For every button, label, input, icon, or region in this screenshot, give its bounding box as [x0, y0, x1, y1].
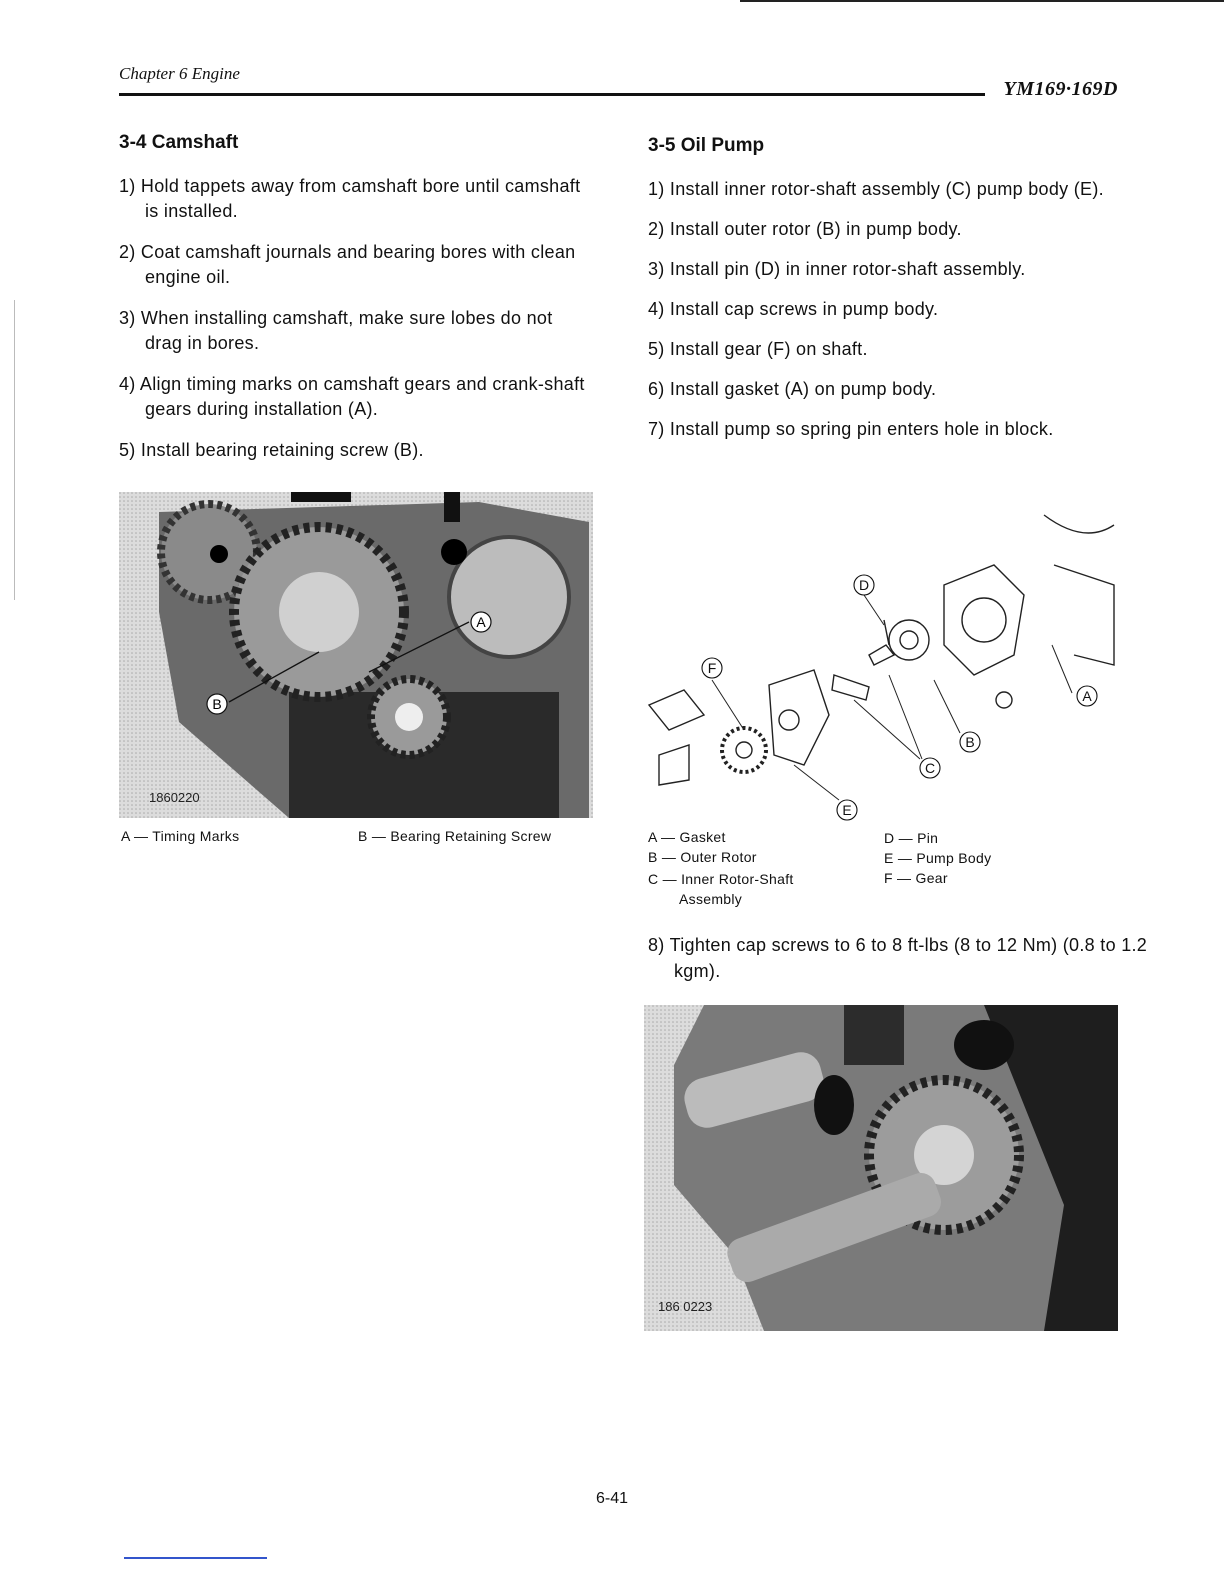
- oil-pump-title: 3-5 Oil Pump: [648, 135, 765, 156]
- margin-mark: [14, 300, 15, 600]
- photo-id-2: 186 0223: [658, 1299, 713, 1314]
- oil-pump-diagram: [644, 505, 1122, 825]
- callout-a-label: A: [476, 614, 486, 630]
- list-item: 5) Install bearing retaining screw (B).: [119, 440, 424, 460]
- photo-id: 1860220: [149, 790, 200, 805]
- list-item: 4) Install cap screws in pump body.: [648, 299, 939, 319]
- camshaft-photo: [119, 492, 593, 818]
- model-label: YM169·169D: [1003, 78, 1118, 100]
- list-item: 3) Install pin (D) in inner rotor-shaft assembly.: [648, 259, 1026, 279]
- legend-gear: F — Gear: [884, 870, 948, 886]
- list-item: 5) Install gear (F) on shaft.: [648, 339, 868, 359]
- oil-pump-photo: [644, 1005, 1118, 1331]
- legend-inner-rotor: C — Inner Rotor-Shaft Assembly: [648, 871, 794, 907]
- chapter-label: Chapter 6 Engine: [119, 64, 240, 83]
- callout-b-label: B: [212, 696, 222, 712]
- list-item: 2) Coat camshaft journals and bearing bores with clean engine oil.: [119, 242, 576, 287]
- camshaft-section: [119, 132, 595, 479]
- list-item: 1) Install inner rotor-shaft assembly (C) pump body (E).: [648, 179, 1104, 199]
- oil-pump-steps: [648, 177, 1122, 442]
- oil-pump-section: [648, 135, 1122, 457]
- legend-gasket: A — Gasket: [648, 829, 726, 845]
- camshaft-title: 3-4 Camshaft: [119, 132, 239, 153]
- callout-f-label: F: [707, 660, 717, 676]
- list-item: 1) Hold tappets away from camshaft bore until camshaft is installed.: [119, 176, 581, 221]
- caption-bearing-screw: B — Bearing Retaining Screw: [358, 828, 552, 844]
- header-rule: [119, 93, 985, 96]
- callout-c-label: C: [924, 760, 936, 776]
- list-item: 6) Install gasket (A) on pump body.: [648, 379, 937, 399]
- callout-e-label: E: [842, 802, 852, 818]
- list-item: 7) Install pump so spring pin enters hole in block.: [648, 419, 1054, 439]
- callout-d-label: D: [858, 577, 870, 593]
- camshaft-steps: [119, 174, 595, 463]
- callout-a-label: A: [1082, 688, 1092, 704]
- legend-outer-rotor: B — Outer Rotor: [648, 849, 757, 865]
- legend-pin: D — Pin: [884, 830, 939, 846]
- legend-pump-body: E — Pump Body: [884, 850, 992, 866]
- top-edge-rule: [740, 0, 1224, 2]
- list-item: 2) Install outer rotor (B) in pump body.: [648, 219, 962, 239]
- list-item: 3) When installing camshaft, make sure lobes do not drag in bores.: [119, 308, 553, 353]
- oil-pump-step-8: 8) Tighten cap screws to 6 to 8 ft-lbs (8 to 12 Nm) (0.8 to 1.2 kgm).: [648, 935, 1148, 981]
- list-item: 4) Align timing marks on camshaft gears and crank-shaft gears during installation (A).: [119, 374, 585, 419]
- page-number: 6-41: [595, 1490, 629, 1507]
- callout-b-label: B: [965, 734, 975, 750]
- bottom-rule: [124, 1557, 267, 1559]
- caption-timing-marks: A — Timing Marks: [121, 828, 240, 844]
